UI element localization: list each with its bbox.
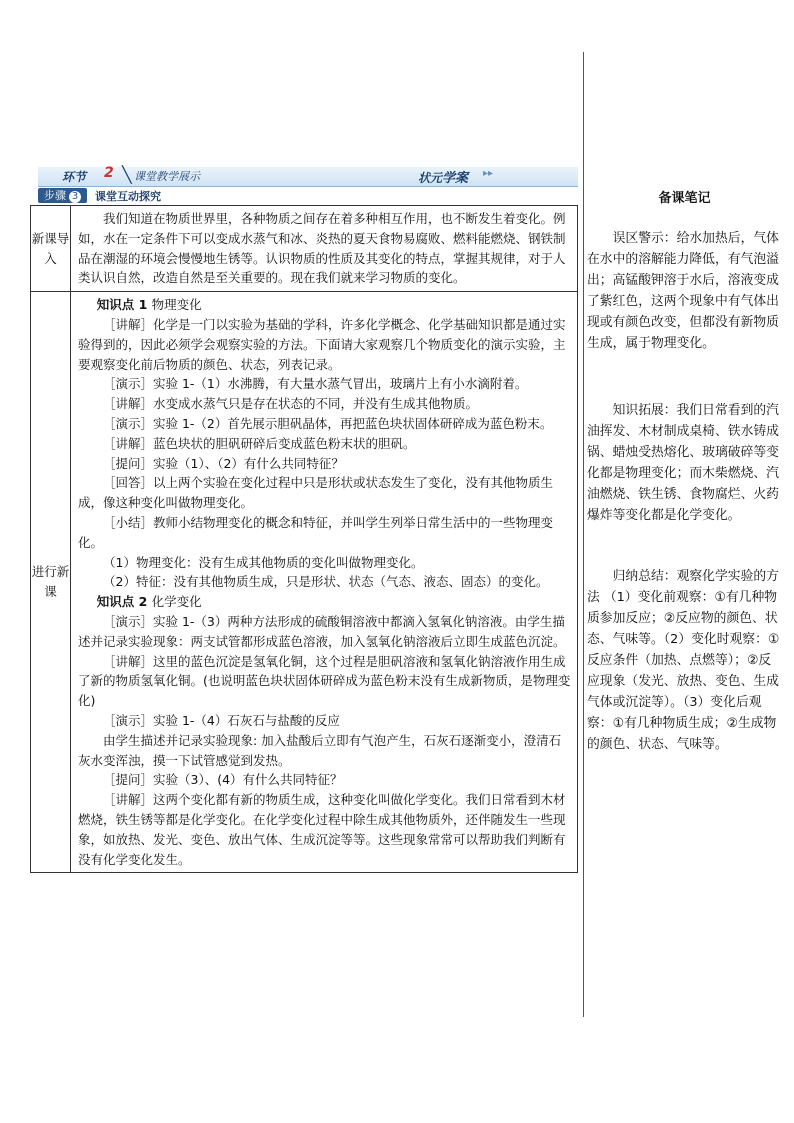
row-label-newlesson: 进行新课 [31, 292, 71, 873]
intro-cell [71, 206, 578, 292]
banner-slash-icon: ╲ [122, 165, 132, 184]
step-number: 3 [69, 191, 81, 203]
step-label: 步骤 [44, 189, 66, 202]
banner-section-number: 2 [104, 165, 114, 181]
step-header [38, 187, 161, 204]
paragraph: （2）特征：没有其他物质生成，只是形状、状态（气态、液态、固态）的变化。 [103, 574, 549, 590]
newlesson-cell [71, 292, 578, 873]
banner-arrows-icon: ▸▸ [483, 168, 494, 179]
step-badge [38, 188, 87, 203]
note-summary: 归纳总结：观察化学实验的方法 （1）变化前观察：①有几种物质参加反应；②反应物的颜色、状态、气味等。（2）变化时观察：①反应条件（加热、点燃等）；②反应现象（发光、放热、变色、生成气体或沉淀等）。（3）变化后观察：①有几种物质生成；②生成物的颜色、状态、气味等。 [587, 569, 780, 752]
paragraph: ［演示］实验 1-（3）两种方法形成的硫酸铜溶液中都滴入氢氧化钠溶液。由学生描述并记录实验现象：两支试管都形成蓝色溶液，加入氢氧化钠溶液后立即生成蓝色沉淀。 [78, 613, 566, 649]
table-row-newlesson [31, 292, 578, 873]
brand-prefix: 状元 [418, 171, 443, 185]
paragraph: ［演示］实验 1-（4）石灰石与盐酸的反应 [103, 712, 340, 728]
paragraph: ［讲解］蓝色块状的胆矾研碎后变成蓝色粉末状的胆矾。 [103, 435, 416, 451]
sidebar-title: 备课笔记 [658, 191, 711, 206]
paragraph: ［讲解］化学是一门以实验为基础的学科，许多化学概念、化学基础知识都是通过实验得到的，因此必须学会观察实验的方法。下面请大家观察几个物质变化的演示实验，主要观察变化前后物质的颜色、状态，列表记录。 [78, 316, 566, 372]
step-title: 课堂互动探究 [95, 189, 161, 203]
paragraph: 由学生描述并记录实验现象: 加入盐酸后立即有气泡产生，石灰石逐渐变小，澄清石灰水变浑浊，摸一下试管感觉到发热。 [78, 732, 562, 768]
knowledge-point-2-heading [78, 592, 572, 612]
row-label-intro: 新课导入 [31, 206, 71, 292]
paragraph: ［讲解］这里的蓝色沉淀是氢氧化铜，这个过程是胆矾溶液和氢氧化钠溶液作用生成了新的物质氢氧化铜。(也说明蓝色块状固体研碎成为蓝色粉末没有生成新物质，是物理变化) [78, 653, 571, 709]
kp1-name: 物理变化 [151, 297, 202, 313]
kp2-name: 化学变化 [151, 594, 202, 610]
lesson-notes-sidebar [587, 188, 782, 755]
paragraph: ［提问］实验（1）、（2）有什么共同特征？ [103, 455, 344, 471]
banner-brand [418, 167, 468, 186]
paragraph: ［讲解］水变成水蒸气只是存在状态的不同，并没有生成其他物质。 [103, 396, 479, 412]
paragraph: （1）物理变化：没有生成其他物质的变化叫做物理变化。 [103, 554, 424, 570]
banner-title: 课堂教学展示 [134, 170, 200, 183]
paragraph: ［演示］实验 1-（1）水沸腾，有大量水蒸气冒出，玻璃片上有小水滴附着。 [103, 376, 528, 392]
table-row-intro [31, 206, 578, 292]
paragraph: ［演示］实验 1-（2）首先展示胆矾晶体，再把蓝色块状固体研碎成为蓝色粉末。 [103, 415, 553, 431]
banner-section-label: 环节 [62, 170, 87, 184]
paragraph: ［小结］教师小结物理变化的概念和特征，并叫学生列举日常生活中的一些物理变化。 [78, 514, 554, 550]
intro-text: 我们知道在物质世界里，各种物质之间存在着多种相互作用，也不断发生着变化。例如，水在一定条件下可以变成水蒸气和冰、炎热的夏天食物易腐败、燃料能燃烧、钢铁制品在潮湿的环境会慢慢地生锈等。认识物质的性质及其变化的特点，掌握其规律，对于人类认识自然，改造自然是至关重要的。现在我们就来学习物质的变化。 [78, 211, 566, 286]
column-divider [583, 52, 584, 1017]
section-banner [38, 167, 578, 187]
paragraph: ［回答］以上两个实验在变化过程中只是形状或状态发生了变化，没有其他物质生成，像这种变化叫做物理变化。 [78, 475, 554, 511]
knowledge-point-1-heading [78, 295, 572, 315]
note-extension: 知识拓展：我们日常看到的汽油挥发、木材制成桌椅、铁水铸成锅、蜡烛受热熔化、玻璃破碎等变化都是物理变化；而木柴燃烧、汽油燃烧、铁生锈、食物腐烂、火药爆炸等变化都是化学变化。 [587, 403, 779, 523]
kp2-title: 知识点 2 [96, 594, 152, 610]
note-misconception: 误区警示：给水加热后，气体在水中的溶解能力降低，有气泡溢出；高锰酸钾溶于水后，溶液变成了紫红色，这两个现象中有气体出现或有颜色改变，但都没有新物质生成，属于物理变化。 [587, 231, 779, 351]
kp1-title: 知识点 1 [96, 297, 152, 313]
brand-main: 学案 [442, 171, 469, 186]
lesson-table [30, 205, 578, 873]
paragraph: ［提问］实验（3）、(4）有什么共同特征？ [103, 772, 343, 788]
paragraph: ［讲解］这两个变化都有新的物质生成，这种变化叫做化学变化。我们日常看到木材燃烧，铁生锈等都是化学变化。在化学变化过程中除生成其他物质外，还伴随发生一些现象，如放热、发光、变色、放出气体、生成沉淀等等。这些现象常常可以帮助我们判断有没有化学变化发生。 [78, 792, 566, 867]
